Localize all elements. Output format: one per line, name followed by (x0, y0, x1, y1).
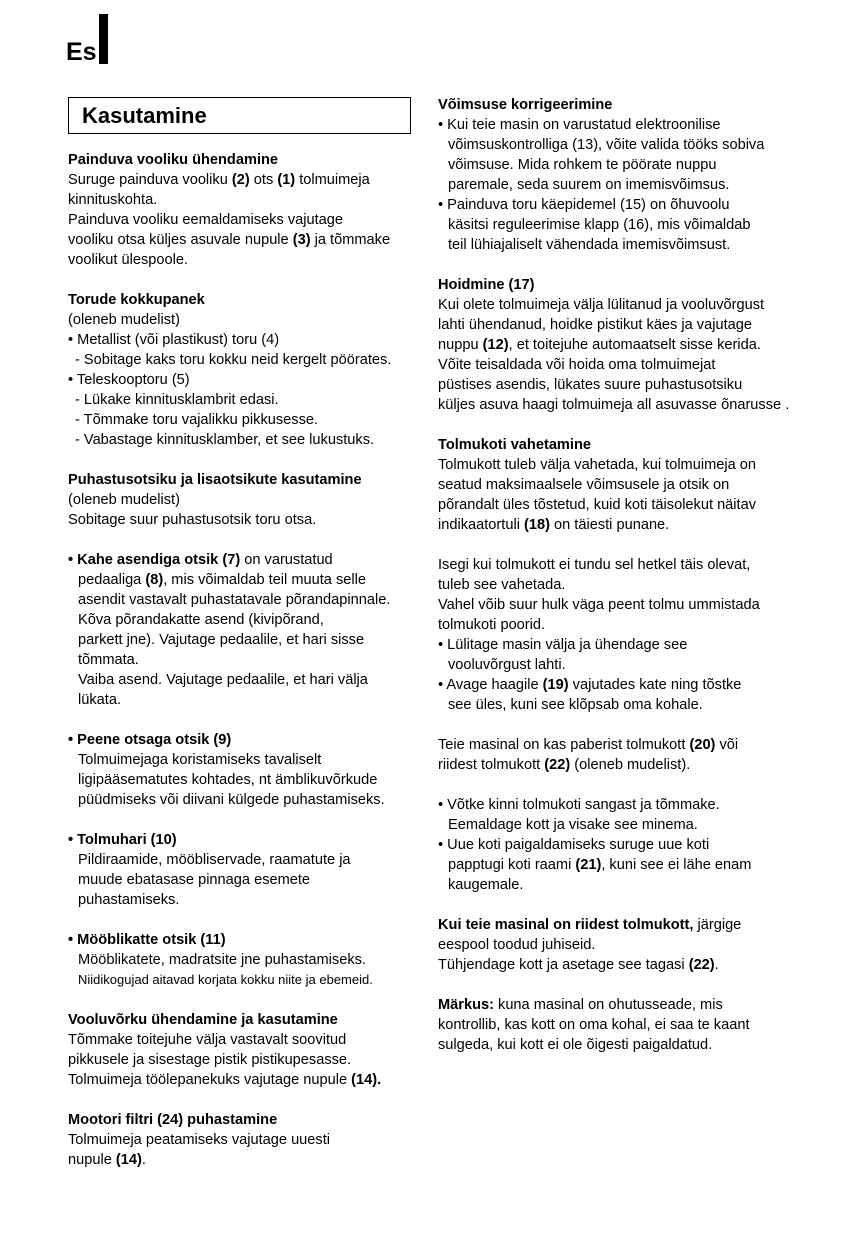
text-line: püüdmiseks või diivani külgede puhastamiseks. (78, 792, 385, 808)
text-line: papptugi koti raami (21), kuni see ei lähe enam (448, 857, 752, 873)
power-connection-section (68, 1010, 418, 1090)
text-line: küljes asuva haagi tolmuimeja all asuvasse õnarusse . (438, 397, 790, 413)
list-item: • Metallist (või plastikust) toru (4) (68, 332, 280, 348)
cloth-bag-section (438, 915, 838, 975)
text-line: Tõmmake toitejuhe välja vastavalt soovitud (68, 1032, 347, 1048)
text-line: Tolmuimejaga koristamiseks tavaliselt (78, 752, 322, 768)
tube-assembly-section (68, 290, 418, 450)
list-item: • Painduva toru käepidemel (15) on õhuvoolu (438, 197, 730, 213)
nozzle-usage-section (68, 470, 418, 530)
storage-heading: Hoidmine (17) (438, 277, 535, 293)
text-line: nupule (14). (68, 1152, 146, 1168)
bag-replace-steps (438, 795, 838, 895)
text-line: tõmmata. (78, 652, 139, 668)
text-line: Teie masinal on kas paberist tolmukott (20) või (438, 737, 739, 753)
text-line: Painduva vooliku eemaldamiseks vajutage (68, 212, 344, 228)
text-line: Tolmukott tuleb välja vahetada, kui tolmuimeja on (438, 457, 756, 473)
text-line: Niidikogujad aitavad korjata kokku niite ja ebemeid. (78, 972, 373, 987)
list-item: • Kahe asendiga otsik (7) on varustatud (68, 552, 333, 568)
language-bar (99, 14, 108, 64)
note-section (438, 995, 838, 1055)
text-line: Isegi kui tolmukott ei tundu sel hetkel täis olevat, (438, 557, 751, 573)
right-column (438, 95, 838, 1055)
left-column (68, 150, 418, 1170)
text-line: Pildiraamide, mööbliservade, raamatute ja (78, 852, 351, 868)
text-line: tuleb see vahetada. (438, 577, 566, 593)
hose-connection-section (68, 150, 418, 270)
text-line: parkett jne). Vajutage pedaalile, et hari sisse (78, 632, 365, 648)
text-line: Kõva põrandakatte asend (kivipõrand, (78, 612, 324, 628)
list-subitem: - Vabastage kinnitusklamber, et see lukustuks. (75, 432, 375, 448)
text-line: Märkus: kuna masinal on ohutusseade, mis (438, 997, 723, 1013)
text-line: põrandalt üles tõstetud, kuid koti täisolekut näitav (438, 497, 757, 513)
power-connection-heading: Vooluvõrku ühendamine ja kasutamine (68, 1012, 338, 1028)
text-line: pikkusele ja sisestage pistik pistikupesasse. (68, 1052, 352, 1068)
text-line: võimsuskontrolliga (13), võite valida tööks sobiva (448, 137, 765, 153)
text-line: Kui olete tolmuimeja välja lülitanud ja vooluvõrgust (438, 297, 765, 313)
motor-filter-heading: Mootori filtri (24) puhastamine (68, 1112, 278, 1128)
text-line: vooliku otsa küljes asuvale nupule (3) ja tõmmake (68, 232, 391, 248)
text-line: Kui teie masinal on riidest tolmukott, järgige (438, 917, 742, 933)
text-line: Tolmuimeja peatamiseks vajutage uuesti (68, 1132, 331, 1148)
text-line: ligipääsematutes kohtades, nt ämblikuvõrkude (78, 772, 378, 788)
fine-nozzle-heading: • Peene otsaga otsik (9) (68, 732, 232, 748)
text-line: nuppu (12), et toitejuhe automaatselt sisse kerida. (438, 337, 761, 353)
text-line: riidest tolmukott (22) (oleneb mudelist). (438, 757, 691, 773)
text-line: seatud maksimaalsele võimsusele ja otsik on (438, 477, 730, 493)
dust-bag-heading: Tolmukoti vahetamine (438, 437, 591, 453)
dust-bag-steps (438, 555, 838, 715)
text-line: Tühjendage kott ja asetage see tagasi (22). (438, 957, 719, 973)
text-line: Mööblikatete, madratsite jne puhastamiseks. (78, 952, 366, 968)
text-line: muude ebatasase pinnaga esemete (78, 872, 311, 888)
list-item: • Võtke kinni tolmukoti sangast ja tõmmake. (438, 797, 720, 813)
text-line: (oleneb mudelist) (68, 492, 180, 508)
list-item: • Kui teie masin on varustatud elektroonilise (438, 117, 721, 133)
text-line: tolmukoti poorid. (438, 617, 546, 633)
text-line: kaugemale. (448, 877, 524, 893)
text-line: see üles, kuni see klõpsab oma kohale. (448, 697, 703, 713)
text-line: käsitsi reguleerimise klapp (16), mis võimaldab (448, 217, 751, 233)
text-line: pedaaliga (8), mis võimaldab teil muuta selle (78, 572, 366, 588)
text-line: lahti ühendanud, hoidke pistikut käes ja vajutage (438, 317, 752, 333)
text-line: Eemaldage kott ja visake see minema. (448, 817, 698, 833)
motor-filter-section (68, 1110, 418, 1170)
list-item: • Uue koti paigaldamiseks suruge uue koti (438, 837, 710, 853)
text-line: asendit vastavalt puhastatavale põrandapinnale. (78, 592, 391, 608)
text-line: lükata. (78, 692, 121, 708)
tube-assembly-heading: Torude kokkupanek (68, 292, 205, 308)
list-item: • Avage haagile (19) vajutades kate ning tõstke (438, 677, 742, 693)
language-code: Es (66, 38, 97, 66)
text-line: puhastamiseks. (78, 892, 180, 908)
text-line: eespool toodud juhiseid. (438, 937, 596, 953)
nozzle-usage-heading: Puhastusotsiku ja lisaotsikute kasutamine (68, 472, 362, 488)
text-line: vooluvõrgust lahti. (448, 657, 566, 673)
power-adjust-heading: Võimsuse korrigeerimine (438, 97, 613, 113)
text-line: võimsuse. Mida rohkem te pöörate nuppu (448, 157, 717, 173)
bag-types (438, 735, 838, 775)
furniture-nozzle-section (68, 930, 418, 990)
list-subitem: - Lükake kinnitusklambrit edasi. (75, 392, 279, 408)
list-subitem: - Tõmmake toru vajalikku pikkusesse. (75, 412, 319, 428)
dust-bag-section (438, 435, 838, 535)
text-line: Võite teisaldada või hoida oma tolmuimejat (438, 357, 716, 373)
section-title-box (68, 97, 411, 134)
list-item: • Lülitage masin välja ja ühendage see (438, 637, 688, 653)
text-line: Vaiba asend. Vajutage pedaalile, et hari välja (78, 672, 368, 688)
text-line: paremale, seda suurem on imemisvõimsus. (448, 177, 730, 193)
power-adjust-section (438, 95, 838, 255)
text-line: Suruge painduva vooliku (2) ots (1) tolmuimeja (68, 172, 370, 188)
two-position-nozzle-section (68, 550, 418, 710)
text-line: (oleneb mudelist) (68, 312, 180, 328)
list-subitem: - Sobitage kaks toru kokku neid kergelt pöörates. (75, 352, 392, 368)
text-line: kinnituskohta. (68, 192, 158, 208)
storage-section (438, 275, 838, 415)
dust-brush-section (68, 830, 418, 910)
text-line: Tolmuimeja töölepanekuks vajutage nupule (14). (68, 1072, 382, 1088)
text-line: indikaatortuli (18) on täiesti punane. (438, 517, 670, 533)
text-line: Sobitage suur puhastusotsik toru otsa. (68, 512, 317, 528)
text-line: sulgeda, kui kott ei ole õigesti paigaldatud. (438, 1037, 713, 1053)
section-title: Kasutamine (82, 103, 207, 128)
furniture-nozzle-heading: • Mööblikatte otsik (11) (68, 932, 226, 948)
fine-nozzle-section (68, 730, 418, 810)
hose-connection-heading: Painduva vooliku ühendamine (68, 152, 279, 168)
text-line: teil lühiajaliselt vähendada imemisvõimsust. (448, 237, 731, 253)
text-line: kontrollib, kas kott on oma kohal, ei saa te kaant (438, 1017, 750, 1033)
text-line: püstises asendis, lükates suure puhastusotsiku (438, 377, 743, 393)
text-line: voolikut ülespoole. (68, 252, 189, 268)
list-item: • Teleskooptoru (5) (68, 372, 190, 388)
text-line: Vahel võib suur hulk väga peent tolmu ummistada (438, 597, 760, 613)
dust-brush-heading: • Tolmuhari (10) (68, 832, 177, 848)
